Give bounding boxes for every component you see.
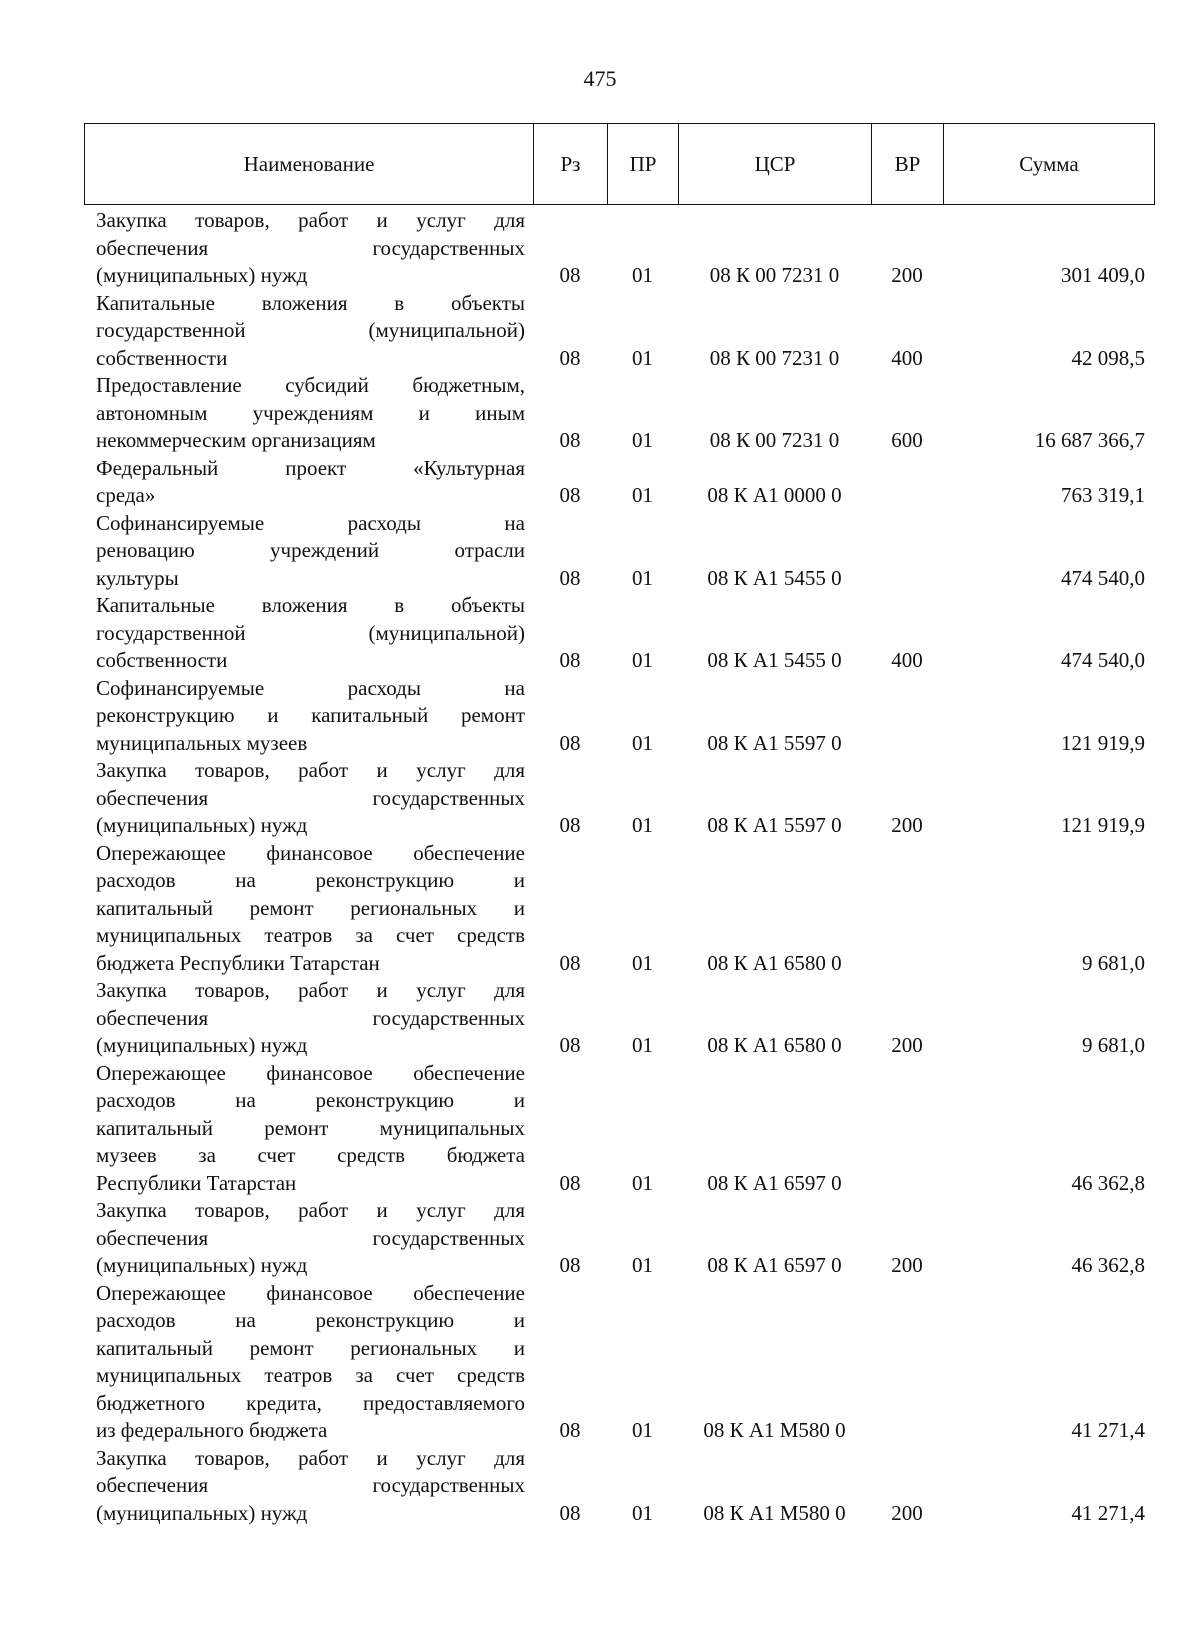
table-row [84,1280,1155,1445]
row-rz: 08 [559,730,581,755]
row-rz: 08 [559,1170,581,1195]
row-name-line: Республики Татарстан [96,1170,297,1195]
table-row [84,510,1155,593]
row-sum: 41 271,4 [1071,1500,1145,1525]
column-header-vr: ВР [872,124,944,204]
column-header-rz: Рз [534,124,608,204]
row-vr: 200 [891,1033,923,1057]
row-name [84,757,533,840]
row-csr: 08 К А1 0000 0 [707,483,842,507]
row-rz: 08 [559,813,581,837]
row-vr: 400 [891,648,923,672]
row-sum: 16 687 366,7 [1034,428,1145,452]
row-pr: 01 [632,1500,653,1525]
row-name-line: Софинансируемые расходы на [96,510,525,535]
row-name-line: (муниципальных) нужд [96,1500,308,1525]
column-header-csr: ЦСР [679,124,872,204]
row-name-line: Капитальные вложения в объекты [96,593,525,617]
row-csr: 08 К А1 5455 0 [707,565,842,590]
row-name-line: бюджетного кредита, предоставляемого [96,1390,525,1415]
row-sum: 474 540,0 [1061,565,1145,590]
row-name-line: автономным учреждениям и иным [96,400,525,425]
row-rz: 08 [559,1033,581,1057]
table-row [84,840,1155,978]
row-rz: 08 [559,263,581,287]
row-rz: 08 [559,345,581,370]
row-sum: 121 919,9 [1061,730,1145,755]
row-sum: 763 319,1 [1061,483,1145,507]
column-header-pr: ПР [608,124,679,204]
row-name-line: Федеральный проект «Культурная [96,455,525,480]
row-csr: 08 К А1 5455 0 [707,648,842,672]
row-sum: 9 681,0 [1082,950,1145,975]
row-name [84,840,533,978]
row-name-line: обеспечения государственных [96,1473,525,1497]
row-name-line: Закупка товаров, работ и услуг для [96,208,525,232]
row-name-line: Закупка товаров, работ и услуг для [96,1445,525,1470]
row-name-line: расходов на реконструкцию и [96,868,525,892]
table-header [84,123,1155,205]
row-name [84,1060,533,1198]
row-rz: 08 [559,428,581,452]
row-name-line: реновацию учреждений отрасли [96,538,525,562]
column-header-name: Наименование [85,124,534,204]
row-sum: 9 681,0 [1082,1033,1145,1057]
row-name-line: реконструкцию и капитальный ремонт [96,703,525,727]
row-csr: 08 К А1 6580 0 [707,950,842,975]
row-name-line: муниципальных театров за счет средств [96,923,525,947]
row-sum: 474 540,0 [1061,648,1145,672]
row-pr: 01 [632,1170,653,1195]
row-name-line: государственной (муниципальной) [96,620,525,645]
table-row [84,977,1155,1060]
table-row [84,1197,1155,1280]
row-name [84,510,533,593]
table-row [84,592,1155,675]
row-name-line: капитальный ремонт муниципальных [96,1115,525,1140]
table-row [84,675,1155,758]
table-row [84,1060,1155,1198]
row-name-line: обеспечения государственных [96,235,525,260]
row-csr: 08 К А1 М580 0 [703,1500,846,1525]
row-name-line: музеев за счет средств бюджета [96,1143,525,1167]
row-rz: 08 [559,1500,581,1525]
row-sum: 41 271,4 [1071,1418,1145,1442]
row-pr: 01 [632,345,653,370]
row-name [84,207,533,290]
row-vr: 600 [891,428,923,452]
row-pr: 01 [632,730,653,755]
row-csr: 08 К А1 6580 0 [707,1033,842,1057]
row-csr: 08 К А1 М580 0 [703,1418,846,1442]
row-name-line: Закупка товаров, работ и услуг для [96,1198,525,1222]
row-rz: 08 [559,1418,581,1442]
table-row [84,455,1155,510]
row-name-line: (муниципальных) нужд [96,1253,308,1277]
table-row [84,1445,1155,1528]
row-vr: 200 [891,1500,923,1525]
row-name [84,977,533,1060]
row-pr: 01 [632,950,653,975]
row-pr: 01 [632,428,653,452]
row-name-line: расходов на реконструкцию и [96,1088,525,1112]
row-name-line: обеспечения государственных [96,1005,525,1030]
row-pr: 01 [632,813,653,837]
row-csr: 08 К 00 7231 0 [709,263,840,287]
row-csr: 08 К 00 7231 0 [709,428,840,452]
page-number: 475 [583,66,617,91]
row-name-line: Опережающее финансовое обеспечение [96,840,525,865]
row-name [84,372,533,455]
row-name-line: из федерального бюджета [96,1418,328,1442]
row-name [84,1445,533,1528]
row-name [84,1280,533,1445]
row-name-line: расходов на реконструкцию и [96,1308,525,1332]
row-name-line: обеспечения государственных [96,785,525,810]
table-row [84,290,1155,373]
row-rz: 08 [559,565,581,590]
column-header-sum: Сумма [1019,151,1079,176]
row-name-line: Опережающее финансовое обеспечение [96,1060,525,1085]
row-name-line: государственной (муниципальной) [96,318,525,342]
row-csr: 08 К А1 6597 0 [707,1253,842,1277]
table-row [84,372,1155,455]
row-name [84,675,533,758]
row-name-line: бюджета Республики Татарстан [96,950,380,975]
row-csr: 08 К 00 7231 0 [709,345,840,370]
row-pr: 01 [632,565,653,590]
row-rz: 08 [559,483,581,507]
row-vr: 200 [891,263,923,287]
row-name-line: собственности [96,345,228,370]
table-body [84,207,1155,1527]
row-pr: 01 [632,1253,653,1277]
row-rz: 08 [559,648,581,672]
row-rz: 08 [559,950,581,975]
row-name-line: культуры [96,565,179,590]
row-pr: 01 [632,483,653,507]
row-name [84,1197,533,1280]
row-name-line: Закупка товаров, работ и услуг для [96,978,525,1002]
row-name-line: среда» [96,483,156,507]
row-name-line: (муниципальных) нужд [96,263,308,287]
row-sum: 301 409,0 [1061,263,1145,287]
row-name-line: Предоставление субсидий бюджетным, [96,373,525,397]
row-csr: 08 К А1 6597 0 [707,1170,842,1195]
row-name [84,290,533,373]
row-sum: 46 362,8 [1071,1170,1145,1195]
row-csr: 08 К А1 5597 0 [707,730,842,755]
row-name-line: Опережающее финансовое обеспечение [96,1280,525,1305]
row-vr: 200 [891,1253,923,1277]
row-csr: 08 К А1 5597 0 [707,813,842,837]
row-pr: 01 [632,1418,653,1442]
row-name [84,592,533,675]
row-vr: 200 [891,813,923,837]
row-pr: 01 [632,263,653,287]
row-rz: 08 [559,1253,581,1277]
row-pr: 01 [632,648,653,672]
row-sum: 121 919,9 [1061,813,1145,837]
row-name-line: муниципальных театров за счет средств [96,1363,525,1387]
row-name-line: (муниципальных) нужд [96,813,308,837]
row-name-line: обеспечения государственных [96,1225,525,1250]
row-name-line: Капитальные вложения в объекты [96,290,525,315]
row-name-line: собственности [96,648,228,672]
row-name-line: Закупка товаров, работ и услуг для [96,758,525,782]
row-name-line: муниципальных музеев [96,730,308,755]
row-sum: 46 362,8 [1071,1253,1145,1277]
table-row [84,207,1155,290]
row-name-line: (муниципальных) нужд [96,1033,308,1057]
row-pr: 01 [632,1033,653,1057]
row-name-line: Софинансируемые расходы на [96,675,525,700]
row-name-line: капитальный ремонт региональных и [96,895,525,920]
row-sum: 42 098,5 [1071,345,1145,370]
row-name-line: некоммерческим организациям [96,428,376,452]
row-vr: 400 [891,345,923,370]
row-name-line: капитальный ремонт региональных и [96,1335,525,1360]
table-row [84,757,1155,840]
row-name [84,455,533,510]
